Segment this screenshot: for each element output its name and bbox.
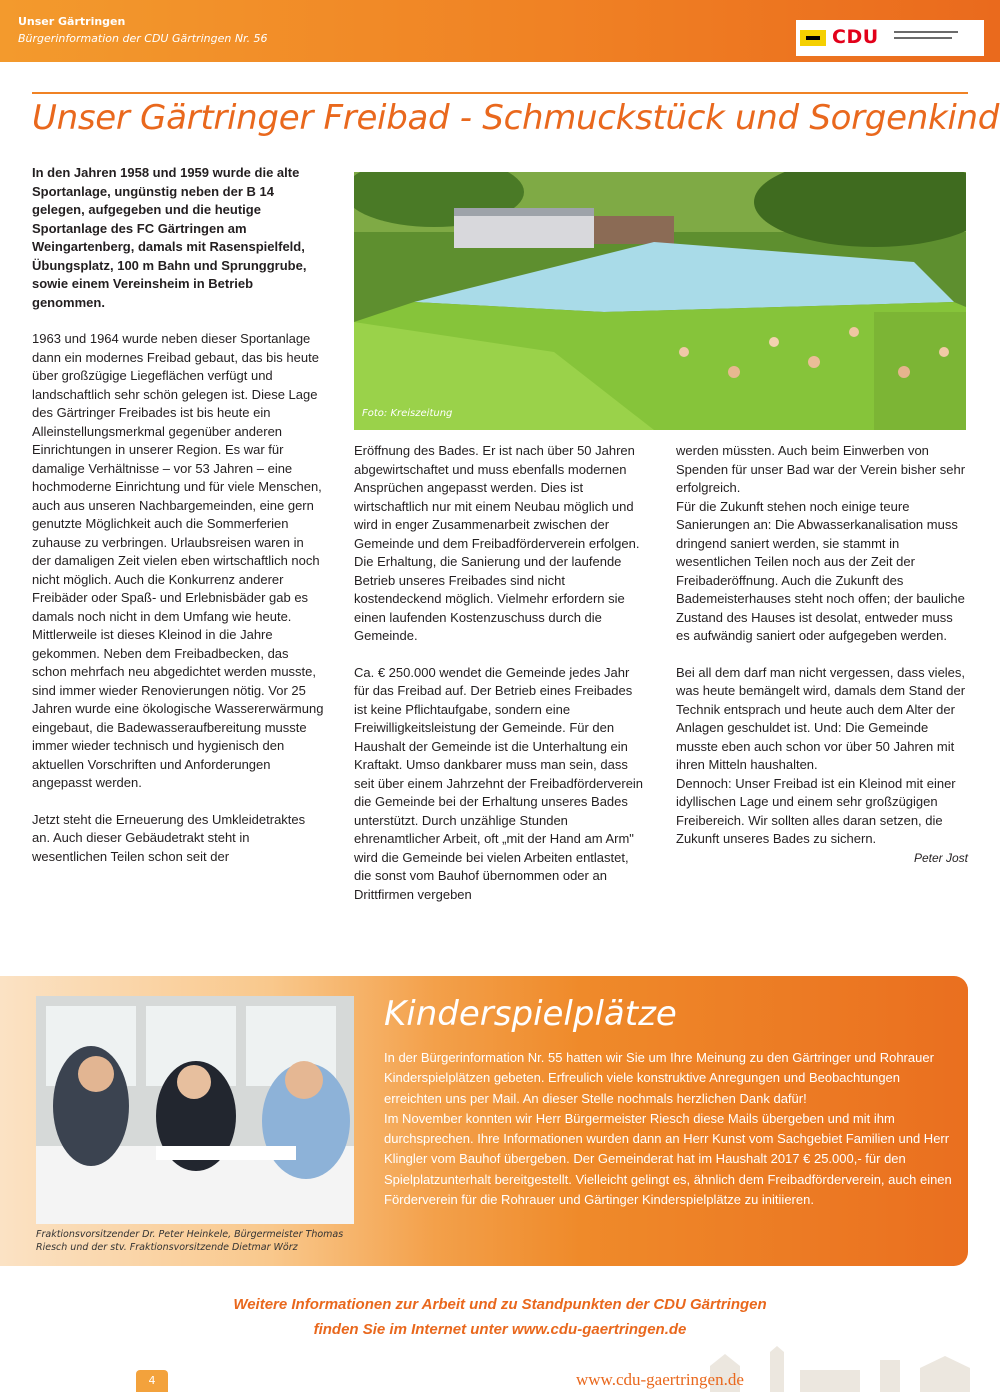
article-intro: In den Jahren 1958 und 1959 wurde die alte Sportanlage, ungünstig neben der B 14 gelegen, aufgegeben und die heutige Sportanlage des FC Gärtringen am Weingartenberg, damals mit Rasenspielfeld, Übungsplatz, 100 m Bahn und Sprunggrube, sowie einem Vereinsheim in Betrieb genommen. bbox=[32, 165, 307, 310]
more-info-line-1: Weitere Informationen zur Arbeit und zu Standpunkten der CDU Gärtringen bbox=[233, 1296, 767, 1313]
publication-subtitle: Bürgerinformation der CDU Gärtringen Nr. 56 bbox=[18, 32, 268, 45]
article-column-3 bbox=[676, 442, 968, 867]
article-paragraph: Für die Zukunft stehen noch einige teure Sanierungen an: Die Abwasserkanalisation muss dringend saniert werden, sie stammt in wesentlichen Teilen noch aus der Zeit der Freibaderöffnung. Auch die Zukunft des Bademeisterhauses steht noch offen; der bauliche Zustand des Hauses ist desolat, entweder muss es aufwändig saniert oder aufgegeben werden. bbox=[676, 498, 965, 643]
article-paragraph: Eröffnung des Bades. Er ist nach über 50 Jahren abgewirtschaftet und muss ebenfalls modernen Ansprüchen angepasst werden. Dies ist wirtschaftlich nur mit einem Neubau möglich und wird in enger Zusammenarbeit zwischen der Gemeinde und dem Freibadförderverein erfolgen. Die Erhaltung, die Sanierung und der laufende Betrieb unseres Freibades sind nicht kostendeckend möglich. Vielmehr erfordern sie einen laufenden Kostenzuschuss durch die Gemeinde. bbox=[354, 443, 640, 643]
flag-icon bbox=[800, 30, 826, 46]
article-paragraph: 1963 und 1964 wurde neben dieser Sportanlage dann ein modernes Freibad gebaut, das bis heute über großzügige Liegeflächen verfügt und landschaftlich sehr schön gelegen ist. Diese Lage des Gärtringer Freibades ist bis heute ein Alleinstellungsmerkmal gegenüber anderen Einrichtungen in unserer Region. Es war für damalige Verhältnisse – vor 53 Jahren – eine hochmoderne Einrichtung und für viele Menschen, auch aus unseren Nachbargemeinden, eine gern genutzte Möglichkeit auch die Sommerferien zuhause zu verbringen. Urlaubsreisen waren in der damaligen Zeit vielen eben wirtschaftlich noch nicht möglich. Auch die Konkurrenz anderer Freibäder oder Spaß- und Erlebnisbäder gab es damals noch nicht in dem Umfang wie heute. bbox=[32, 331, 322, 624]
website-url: www.cdu-gaertringen.de bbox=[576, 1370, 744, 1389]
article-paragraph: werden müssten. Auch beim Einwerben von Spenden für unser Bad war der Verein bisher sehr erfolgreich. bbox=[676, 443, 966, 495]
article-paragraph: Ca. € 250.000 wendet die Gemeinde jedes Jahr für das Freibad auf. Der Betrieb eines Freibades ist keine Pflichtaufgabe, sondern eine Freiwilligkeitsleistung der Gemeinde. Für den Haushalt der Gemeinde ist die Unterhaltung ein Kraftakt. Umso dankbarer muss man sein, dass seit über einem Jahrzehnt der Freibadförderverein die Gemeinde bei der Erhaltung unseres Bades unterstützt. Durch unzählige Stunden ehrenamtlicher Arbeit, oft „mit der Hand am Arm" wird die Gemeinde bei vielen Arbeiten entlastet, die sonst vom Bauhof übernommen oder an Drittfirmen vergeben bbox=[354, 664, 644, 902]
article-paragraph: Dennoch: Unser Freibad ist ein Kleinod mit einer idyllischen Lage und einem sehr großzügigen Freibereich. Wir sollten alles daran setzen, die Zukunft unseres Bades zu sichern. bbox=[676, 775, 956, 846]
pool-photo-icon bbox=[354, 172, 966, 430]
article-title: Unser Gärtringer Freibad - Schmuckstück und Sorgenkind bbox=[32, 98, 1000, 138]
title-rule bbox=[32, 92, 968, 94]
article-paragraph: Bei all dem darf man nicht vergessen, dass vieles, was heute bemängelt wird, damals dem Stand der Technik entsprach und heute auch dem Alter der Anlagen geschuldet ist. Und: Die Gemeinde musste eben auch schon vor über 50 Jahren mit ihren Mitteln haushalten. bbox=[676, 664, 966, 772]
article-author: Peter Jost bbox=[913, 850, 968, 865]
logo-subtext-mark-2 bbox=[894, 37, 952, 39]
cdu-logo bbox=[796, 20, 984, 56]
group-photo bbox=[36, 996, 354, 1224]
town-skyline-icon bbox=[700, 1346, 1000, 1392]
page-header bbox=[0, 0, 1000, 62]
publication-name: Unser Gärtringen bbox=[18, 15, 126, 28]
photo-credit: Foto: Kreiszeitung bbox=[362, 408, 453, 419]
outdoor-pool-photo bbox=[354, 172, 966, 430]
section-title: Kinderspielplätze bbox=[384, 994, 677, 1034]
article-column-1 bbox=[32, 164, 324, 866]
photo-caption: Fraktionsvorsitzender Dr. Peter Heinkele, Bürgermeister Thomas Riesch und der stv. Fraktionsvorsitzende Dietmar Wörz bbox=[36, 1229, 344, 1253]
article-paragraph: Mittlerweile ist dieses Kleinod in die Jahre gekommen. Neben dem Freibadbecken, das schon mehrfach neu abgedichtet werden musste, sind immer wieder Renovierungen nötig. Vor 25 Jahren wurde eine ökologische Wassererwärmung eingebaut, die Badewasseraufbereitung musste immer wieder technisch und hygienisch den aktuellen Vorschriften und Anforderungen angepasst werden. bbox=[32, 627, 324, 790]
section-paragraph: In der Bürgerinformation Nr. 55 hatten wir Sie um Ihre Meinung zu den Gärtringer und Rohrauer Kinderspielplätzen gebeten. Erfreulich viele konstruktive Anregungen und Beobachtungen erreichten uns per Mail. An dieser Stelle nochmals herzlichen Dank dafür! bbox=[384, 1050, 934, 1106]
logo-subtext-mark bbox=[894, 31, 958, 33]
logo-text: CDU bbox=[832, 26, 879, 48]
more-info-line-2: finden Sie im Internet unter www.cdu-gaertringen.de bbox=[313, 1321, 687, 1338]
page-number: 4 bbox=[136, 1370, 168, 1392]
article-column-2 bbox=[354, 442, 646, 904]
section-paragraph: Im November konnten wir Herr Bürgermeister Riesch diese Mails übergeben und mit ihm durchsprechen. Ihre Informationen wurden dann an Herr Kunst vom Sachgebiet Familien und Herr Klingler vom Bauhof übergeben. Der Gemeinderat hat im Haushalt 2017 € 25.000,- für den Spielplatzunterhalt bereitgestellt. Vielleicht gelingt es, ähnlich dem Freibadförderverein, auch einen Förderverein für die Rohrauer und Gärtinger Kinderspielplätze zu initiieren. bbox=[384, 1110, 952, 1208]
section-body bbox=[384, 1048, 954, 1210]
group-photo-icon bbox=[36, 996, 354, 1224]
article-paragraph: Jetzt steht die Erneuerung des Umkleidetraktes an. Auch dieser Gebäudetrakt steht in wesentlichen Teilen schon seit der bbox=[32, 811, 306, 864]
